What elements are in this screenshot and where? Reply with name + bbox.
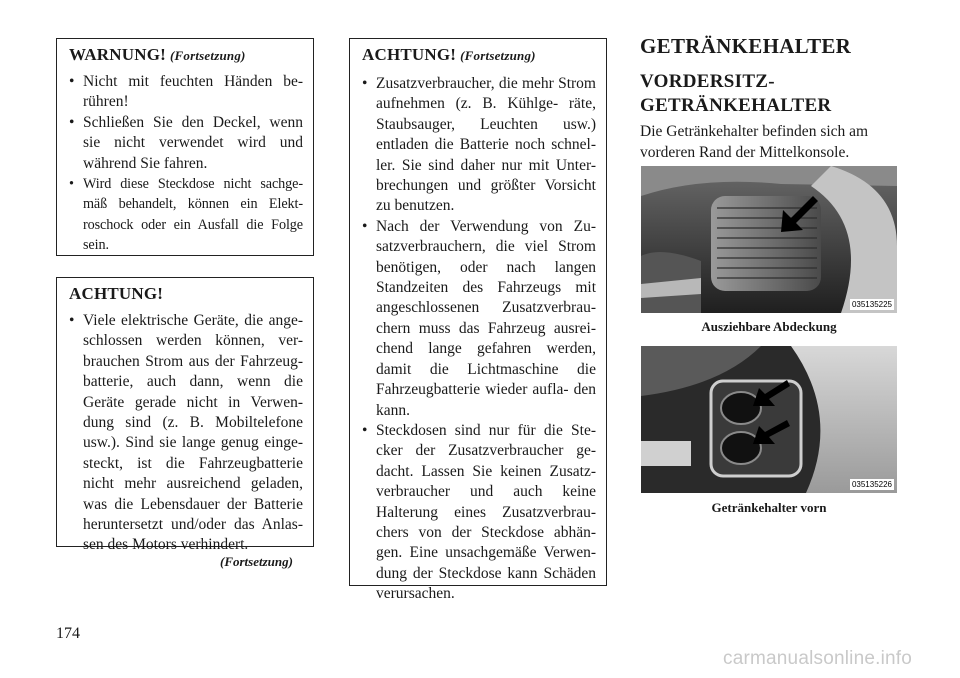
cupholder-photo bbox=[641, 346, 897, 493]
caution-box bbox=[56, 277, 314, 554]
warning-title: WARNUNG! (Fortsetzung) bbox=[69, 45, 246, 64]
list-item: • Nicht mit feuchten Händen be- rühren! bbox=[69, 72, 303, 113]
sliding-cover-photo bbox=[641, 166, 897, 313]
figure-caption: Getränkehalter vorn bbox=[711, 500, 827, 515]
continued-label: (Fortsetzung) bbox=[169, 48, 246, 63]
warning-box bbox=[56, 38, 314, 256]
caution-list bbox=[69, 311, 303, 556]
list-item: • Nach der Verwendung von Zu- satzverbrauchern, die viel Strom benötigen, oder nach langen Standzeiten des Fahrzeugs mit angeschlossenen Zusatzverbrau- chern muss das Fahrzeug ausrei- chend lange gefahren werden, damit die Lichtmaschine die Fahrzeugbatterie wieder aufla- den kann. bbox=[362, 217, 596, 421]
list-item: • Steckdosen sind nur für die Ste- cker der Zusatzverbraucher ge- dacht. Lassen Sie keinen Zusatz- verbraucher und auch keine Halterung eines Zusatzverbrau- chers von der Steckdose abhän- gen. Eine unsachgemäße Verwen- dung der Steckdose kann Schäden verursachen. bbox=[362, 421, 596, 605]
console-cover-image bbox=[641, 166, 897, 313]
section-heading: GETRÄNKEHALTER bbox=[640, 34, 852, 58]
caution-title-continued: ACHTUNG! (Fortsetzung) bbox=[362, 45, 536, 64]
watermark: carmanualsonline.info bbox=[723, 648, 913, 669]
continued-label: (Fortsetzung) bbox=[460, 48, 536, 63]
list-item: • Zusatzverbraucher, die mehr Strom aufnehmen (z. B. Kühlge- räte, Staubsauger, Leuchten usw.) entladen die Batterie noch schnel- ler. Sie sind daher nur mit Unter- brechungen und größter Vorsicht zu benutzen. bbox=[362, 74, 596, 217]
warning-list bbox=[69, 72, 303, 256]
continued-note: (Fortsetzung) bbox=[220, 554, 293, 569]
list-item: • Schließen Sie den Deckel, wenn sie nicht verwendet wird und während Sie fahren. bbox=[69, 113, 303, 174]
figure-code: 035135226 bbox=[851, 480, 892, 489]
figure-caption: Ausziehbare Abdeckung bbox=[701, 319, 837, 334]
cupholder-image bbox=[641, 346, 897, 493]
figure-code: 035135225 bbox=[851, 300, 892, 309]
caution-title: ACHTUNG! bbox=[69, 284, 164, 303]
section-paragraph: Die Getränkehalter befinden sich am vorderen Rand der Mittelkonsole. bbox=[640, 123, 869, 161]
section-subheading: VORDERSITZ- GETRÄNKEHALTER bbox=[640, 71, 832, 116]
list-item: • Wird diese Steckdose nicht sachge- mäß behandelt, können ein Elekt- roschock oder ein Ausfall die Folge sein. bbox=[69, 174, 303, 256]
list-item: • Viele elektrische Geräte, die ange- schlossen werden können, ver- brauchen Strom aus der Fahrzeug- batterie, auch dann, wenn die Geräte gerade nicht in Verwen- dung sind (z. B. Mobiltelefone usw.). Sind sie lange genug einge- steckt, ist die Fahrzeugbatterie nicht mehr ausreichend geladen, was die Lebensdauer der Batterie heruntersetzt und/oder das Anlas- sen des Motors verhindert. bbox=[69, 311, 303, 556]
page-number: 174 bbox=[56, 625, 80, 642]
caution-box-continued bbox=[349, 38, 607, 603]
caution-list-continued bbox=[362, 74, 596, 605]
